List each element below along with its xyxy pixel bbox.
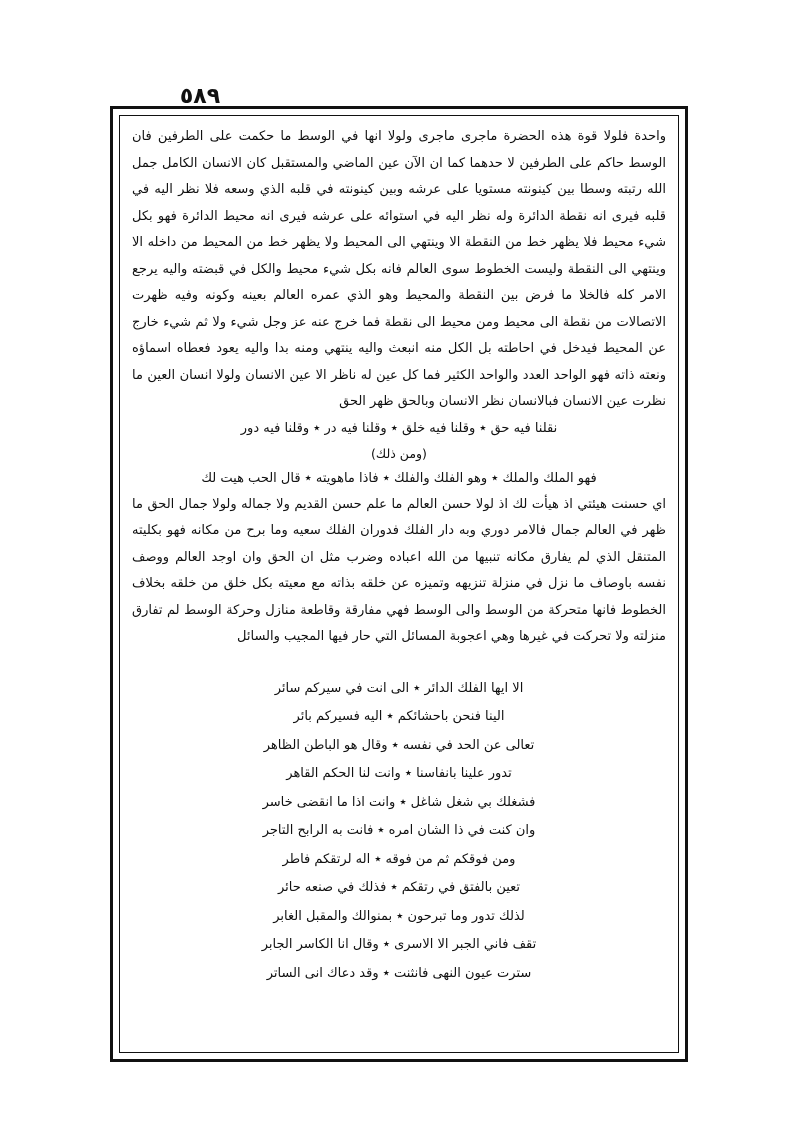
page-number: ٥٨٩ xyxy=(179,84,221,109)
poem-line: تدور علينا بانفاسنا ٭ وانت لنا الحكم القاهر xyxy=(286,766,512,781)
verse-line-2: فهو الملك والملك ٭ وهو الفلك والفلك ٭ فاذا ماهويته ٭ قال الحب هيت لك xyxy=(201,470,597,486)
poem-line: لذلك تدور وما تبرحون ٭ بمنوالك والمقبل الغابر xyxy=(273,908,525,924)
poem-line: فشغلك بي شغل شاغل ٭ وانت اذا ما انقضى خاسر xyxy=(262,794,536,810)
page-inner-border xyxy=(119,115,679,1053)
poem-line: تقف فاني الجبر الا الاسرى ٭ وقال انا الكاسر الجابر xyxy=(261,937,537,952)
verse-line-1: نقلنا فيه حق ٭ وقلنا فيه خلق ٭ وقلنا فيه در ٭ وقلنا فيه دور xyxy=(240,420,558,436)
page-border xyxy=(110,106,688,1062)
poem-line: وان كنت في ذا الشان امره ٭ فانت به الرابح التاجر xyxy=(262,823,536,838)
page-body xyxy=(132,124,666,1044)
body-paragraph-2: اي حسنت هيئتي اذ هيأت لك اذ لولا حسن العالم ما علم حسن القديم ولا جماله ولولا جمال الحق ما ظهر في العالم جمال فالامر دوري وبه دار الفلك فدوران الفلك سعيه وما برح من مكانه فهو بكليته المتنقل الذي لم يفارق مكانه تنبيها من الله اعباده وضرب مثل ان الحق وان اوجد العالم ووصف نفسه باوصاف ما نزل في منزلة تنزيهه وتميزه عن خلقه بذاته مع معيته بكل خلق من خلقه بخلاف الخطوط فانها متحركة من الوسط والى الوسط فهي مفارقة وقاطعة منازل وحركة الوسط لم تفارق منزلته ولا تحركت في غيرها وهي اعجوبة المسائل التي حار فيها المجيب والسائل xyxy=(132,496,666,644)
poem xyxy=(132,675,666,989)
poem-line: تعين بالفتق في رتقكم ٭ فذلك في صنعه حائر xyxy=(277,880,521,895)
body-paragraph-1: واحدة فلولا قوة هذه الحضرة ماجرى ماجرى ولولا انها في الوسط ما حكمت على الطرفين فان الوسط حاكم على الطرفين لا حدهما كما ان الآن عين الماضي والمستقبل كان الانسان الكامل جمل الله رتبته وسطا بين كينونته مستويا على عرشه وبين كينونته في قلبه الذي وسعه فلا نظر اليه في قلبه فيرى انه نقطة الدائرة وله نظر اليه في استوائه على عرشه فيرى انه محيط الدائرة فهو بكل شيء محيط فلا يظهر خط من النقطة الا وينتهي الى المحيط ولا يظهر خط من المحيط من داخله الا وينتهي الى النقطة وليست الخطوط سوى العالم فانه بكل شيء محيط والكل في قبضته واليه يرجع الامر كله فالخلا ما فرض بين النقطة والمحيط وهو الذي عمره العالم بعينه وكونه وفيه ظهرت الاتصالات من نقطة الى محيط ومن محيط الى نقطة فما خرج عنه عز وجل شيء ولا ثم شيء خارج عن المحيط فيدخل في احاطته بل الكل منه انبعث واليه ينتهي ومنه بدا واليه يعود فعطاه اسماؤه ونعته ذاته فهو الواحد العدد والواحد الكثير فما كل عين له ناظر الا عين الانسان ولولا انسان العين ما نظرت عين الانسان فبالانسان نظر الانسان وبالحق ظهر الحق xyxy=(132,129,666,409)
poem-line: تعالى عن الحد في نفسه ٭ وقال هو الباطن الظاهر xyxy=(263,737,535,753)
poem-line: الينا فنحن باحشائكم ٭ اليه فسيركم بائر xyxy=(293,709,505,724)
poem-line: الا ايها الفلك الدائر ٭ الى انت في سيركم سائر xyxy=(274,680,524,696)
poem-line: ومن فوقكم ثم من فوقه ٭ اله لرتقكم فاطر xyxy=(282,851,516,867)
poem-line: سترت عيون النهى فانثنت ٭ وقد دعاك انى الساتر xyxy=(266,965,532,981)
section-subheading: (ومن ذلك) xyxy=(371,445,427,461)
